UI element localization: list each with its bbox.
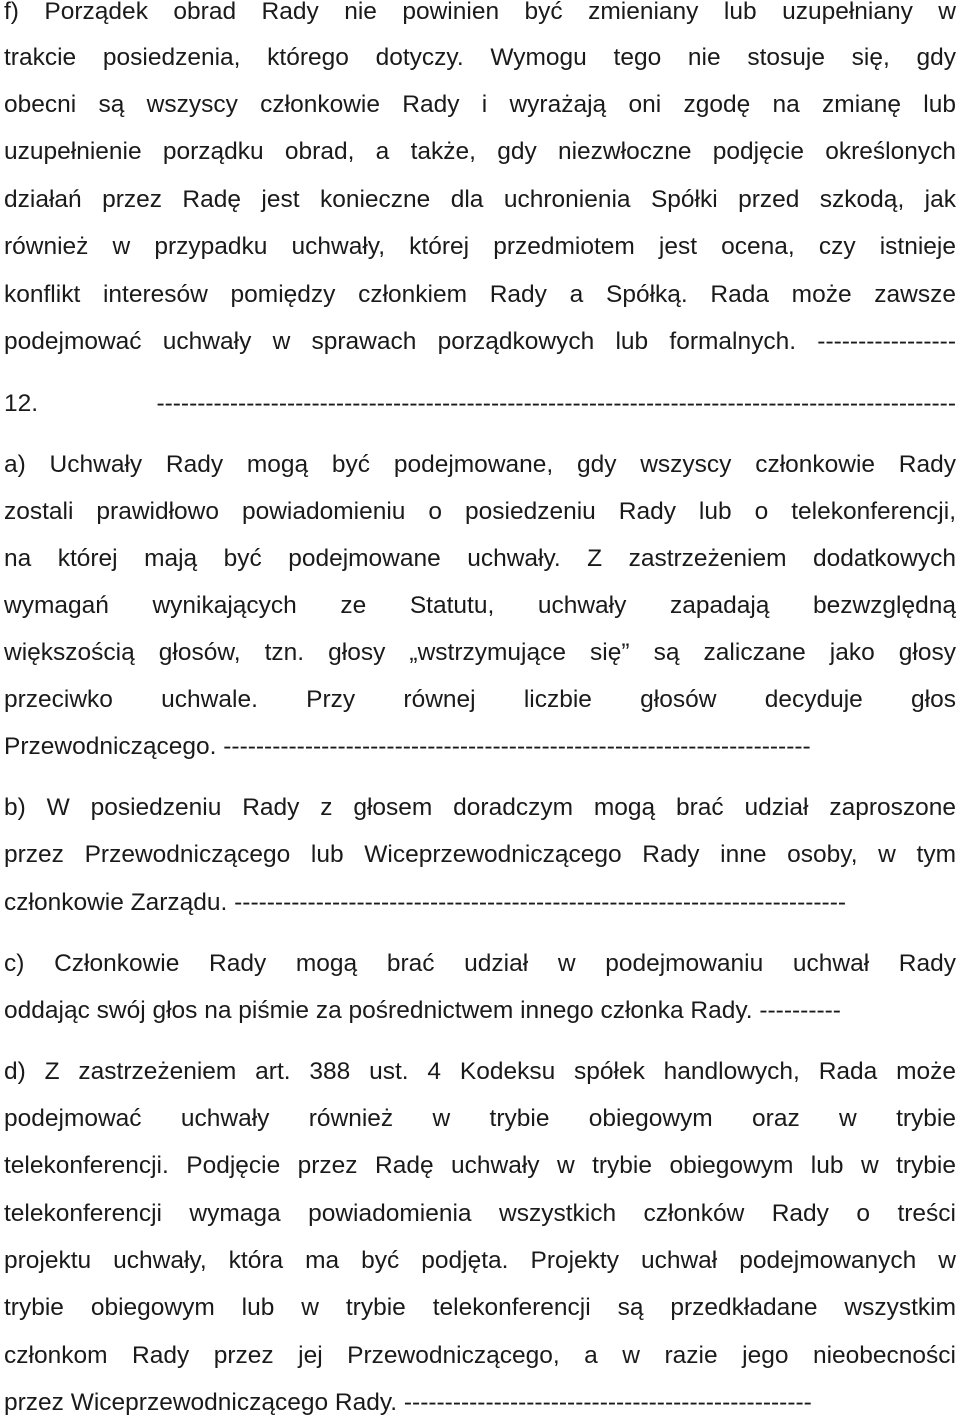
text-line-a-5: większością głosów, tzn. głosy „wstrzymujące się” są zaliczane jako głosy bbox=[4, 639, 956, 666]
text-line-b-3: członkowie Zarządu. --------------------------------------------------------------------------- bbox=[4, 889, 847, 916]
text-line-b-1: b) W posiedzeniu Rady z głosem doradczym mogą brać udział zaproszone bbox=[4, 794, 956, 821]
text-line-c-1: c) Członkowie Rady mogą brać udział w podejmowaniu uchwał Rady bbox=[4, 950, 956, 977]
text-line-a-7: Przewodniczącego. ------------------------------------------------------------------------ bbox=[4, 733, 811, 760]
text-line-a-2: zostali prawidłowo powiadomieniu o posiedzeniu Rady lub o telekonferencji, bbox=[4, 498, 956, 525]
text-line-f-4: uzupełnienie porządku obrad, a także, gdy niezwłoczne podjęcie określonych bbox=[4, 138, 956, 165]
text-line-c-2: oddając swój głos na piśmie za pośrednictwem innego członka Rady. ---------- bbox=[4, 997, 841, 1024]
text-line-d-5: projektu uchwały, która ma być podjęta. Projekty uchwał podejmowanych w bbox=[4, 1247, 956, 1274]
text-line-d-7: członkom Rady przez jej Przewodniczącego, a w razie jego nieobecności bbox=[4, 1342, 956, 1369]
text-line-a-6: przeciwko uchwale. Przy równej liczbie głosów decyduje głos bbox=[4, 686, 956, 713]
text-line-d-3: telekonferencji. Podjęcie przez Radę uchwały w trybie obiegowym lub w trybie bbox=[4, 1152, 956, 1179]
text-line-d-2: podejmować uchwały również w trybie obiegowym oraz w trybie bbox=[4, 1105, 956, 1132]
text-line-a-3: na której mają być podejmowane uchwały. Z zastrzeżeniem dodatkowych bbox=[4, 545, 956, 572]
text-line-f-2: trakcie posiedzenia, którego dotyczy. Wymogu tego nie stosuje się, gdy bbox=[4, 44, 956, 71]
text-line-f-8: podejmować uchwały w sprawach porządkowych lub formalnych. ----------------- bbox=[4, 328, 956, 355]
text-line-f-1: f) Porządek obrad Rady nie powinien być zmieniany lub uzupełniany w bbox=[4, 0, 956, 25]
text-line-f-6: również w przypadku uchwały, której przedmiotem jest ocena, czy istnieje bbox=[4, 233, 956, 260]
text-line-d-1: d) Z zastrzeżeniem art. 388 ust. 4 Kodeksu spółek handlowych, Rada może bbox=[4, 1058, 956, 1085]
text-line-f-7: konflikt interesów pomiędzy członkiem Rady a Spółką. Rada może zawsze bbox=[4, 281, 956, 308]
text-line-f-5: działań przez Radę jest konieczne dla uchronienia Spółki przed szkodą, jak bbox=[4, 186, 956, 213]
section-number-12: 12. -------------------------------------------------------------------------------------------------- bbox=[4, 390, 956, 417]
text-line-f-3: obecni są wszyscy członkowie Rady i wyrażają oni zgodę na zmianę lub bbox=[4, 91, 956, 118]
text-line-d-4: telekonferencji wymaga powiadomienia wszystkich członków Rady o treści bbox=[4, 1200, 956, 1227]
text-line-a-4: wymagań wynikających ze Statutu, uchwały zapadają bezwzględną bbox=[4, 592, 956, 619]
text-line-d-6: trybie obiegowym lub w trybie telekonferencji są przedkładane wszystkim bbox=[4, 1294, 956, 1321]
text-line-a-1: a) Uchwały Rady mogą być podejmowane, gdy wszyscy członkowie Rady bbox=[4, 451, 956, 478]
text-line-d-8: przez Wiceprzewodniczącego Rady. -------------------------------------------------- bbox=[4, 1389, 812, 1416]
text-line-b-2: przez Przewodniczącego lub Wiceprzewodniczącego Rady inne osoby, w tym bbox=[4, 841, 956, 868]
